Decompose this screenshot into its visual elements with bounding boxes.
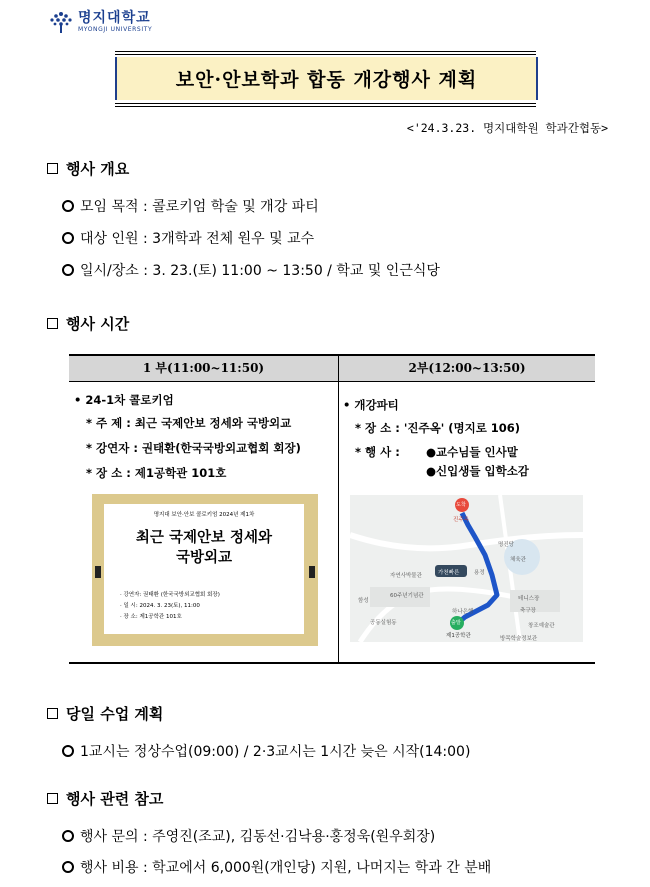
section-heading-schedule: 행사 시간 bbox=[47, 313, 129, 334]
route-map bbox=[350, 495, 583, 642]
map-label: 체육관 bbox=[510, 557, 526, 563]
map-dest-badge: 도착 bbox=[456, 502, 466, 508]
university-name-en: MYONGJI UNIVERSITY bbox=[78, 25, 153, 33]
poster-clip-left bbox=[95, 566, 101, 578]
poster-sheet bbox=[104, 504, 304, 634]
colloquium-poster bbox=[92, 494, 318, 646]
map-label: 가천빠른 bbox=[438, 570, 460, 576]
list-item: 행사 문의 : 주영진(조교), 김동선·김낙용·홍정욱(원우회장) bbox=[62, 826, 435, 846]
party-event-1: ●교수님들 인사말 bbox=[426, 445, 518, 459]
map-label: 테니스장 bbox=[518, 596, 540, 602]
title-rule-bottom-2 bbox=[115, 106, 536, 107]
checkbox-square-icon bbox=[47, 163, 58, 174]
colloquium-title: • 24-1차 콜로키엄 bbox=[74, 393, 174, 407]
map-label: 창조예술관 bbox=[528, 623, 555, 629]
title-rule-bottom bbox=[115, 103, 536, 104]
checkbox-square-icon bbox=[47, 708, 58, 719]
list-item: 대상 인원 : 3개학과 전체 원우 및 교수 bbox=[62, 228, 314, 248]
colloquium-topic: * 주 제 : 최근 국제안보 정세와 국방외교 bbox=[86, 416, 292, 430]
party-place: * 장 소 : '진주옥' (명지로 106) bbox=[355, 421, 521, 435]
table-header-part2: 2부(12:00~13:50) bbox=[408, 361, 526, 375]
map-start-name: 제1공학관 bbox=[446, 633, 471, 639]
checkbox-square-icon bbox=[47, 793, 58, 804]
bullet-circle-icon bbox=[62, 200, 74, 212]
page-title: 보안·안보학과 합동 개강행사 계획 bbox=[175, 69, 478, 91]
section-heading-classes: 당일 수업 계획 bbox=[47, 703, 163, 724]
university-logo bbox=[48, 10, 152, 34]
map-label: 방목학술정보관 bbox=[500, 636, 538, 642]
title-banner bbox=[115, 57, 538, 100]
map-label: 함성 bbox=[358, 598, 369, 604]
map-label: 60주년기념관 bbox=[390, 593, 424, 599]
map-label: 하나은행 bbox=[452, 609, 474, 615]
list-item: 행사 비용 : 학교에서 6,000원(개인당) 지원, 나머지는 학과 간 분배 bbox=[62, 857, 491, 877]
bullet-circle-icon bbox=[62, 264, 74, 276]
map-label: 공동실험동 bbox=[370, 620, 397, 626]
bullet-circle-icon bbox=[62, 830, 74, 842]
map-label: 용정 bbox=[474, 570, 485, 576]
title-rule-top bbox=[115, 51, 536, 52]
poster-info: · 강연자: 권태환 (한국국방외교협회 회장) · 일 시: 2024. 3. 23(토), 11:00 · 장 소: 제1공학관 101호 bbox=[120, 592, 220, 620]
checkbox-square-icon bbox=[47, 318, 58, 329]
bullet-circle-icon bbox=[62, 232, 74, 244]
map-label: 명진당 bbox=[498, 542, 514, 548]
party-event-label: * 행 사 : bbox=[355, 445, 400, 459]
list-item: 1교시는 정상수업(09:00) / 2·3교시는 1시간 늦은 시작(14:00) bbox=[62, 741, 470, 761]
bullet-circle-icon bbox=[62, 861, 74, 873]
map-label: 자연사박물관 bbox=[390, 573, 422, 579]
poster-header: 명지대 보안·안보 콜로키엄 2024년 제1차 bbox=[153, 512, 255, 518]
map-start-badge: 출발 bbox=[451, 620, 461, 626]
list-item: 모임 목적 : 콜로키엄 학술 및 개강 파티 bbox=[62, 196, 319, 216]
column-divider bbox=[338, 356, 339, 662]
map-label: 축구장 bbox=[520, 608, 536, 614]
date-note: <'24.3.23. 명지대학원 학과간협동> bbox=[406, 121, 608, 135]
colloquium-place: * 장 소 : 제1공학관 101호 bbox=[86, 466, 227, 480]
poster-title: 최근 국제안보 정세와 국방외교 bbox=[135, 530, 273, 566]
table-header bbox=[69, 356, 595, 382]
table-header-part1: 1 부(11:00~11:50) bbox=[142, 361, 265, 375]
party-event-2: ●신입생들 입학소감 bbox=[426, 464, 529, 478]
university-emblem-icon bbox=[48, 10, 74, 34]
map-dest-name: 진주옥 bbox=[453, 517, 469, 523]
university-name: 명지대학교 bbox=[78, 9, 151, 26]
section-heading-reference: 행사 관련 참고 bbox=[47, 788, 163, 809]
section-heading-overview: 행사 개요 bbox=[47, 158, 129, 179]
poster-clip-right bbox=[309, 566, 315, 578]
party-title: • 개강파티 bbox=[343, 398, 399, 412]
title-rule-top-2 bbox=[115, 54, 536, 55]
bullet-circle-icon bbox=[62, 745, 74, 757]
colloquium-speaker: * 강연자 : 권태환(한국국방외교협회 회장) bbox=[86, 441, 301, 455]
list-item: 일시/장소 : 3. 23.(토) 11:00 ~ 13:50 / 학교 및 인근식당 bbox=[62, 260, 440, 280]
